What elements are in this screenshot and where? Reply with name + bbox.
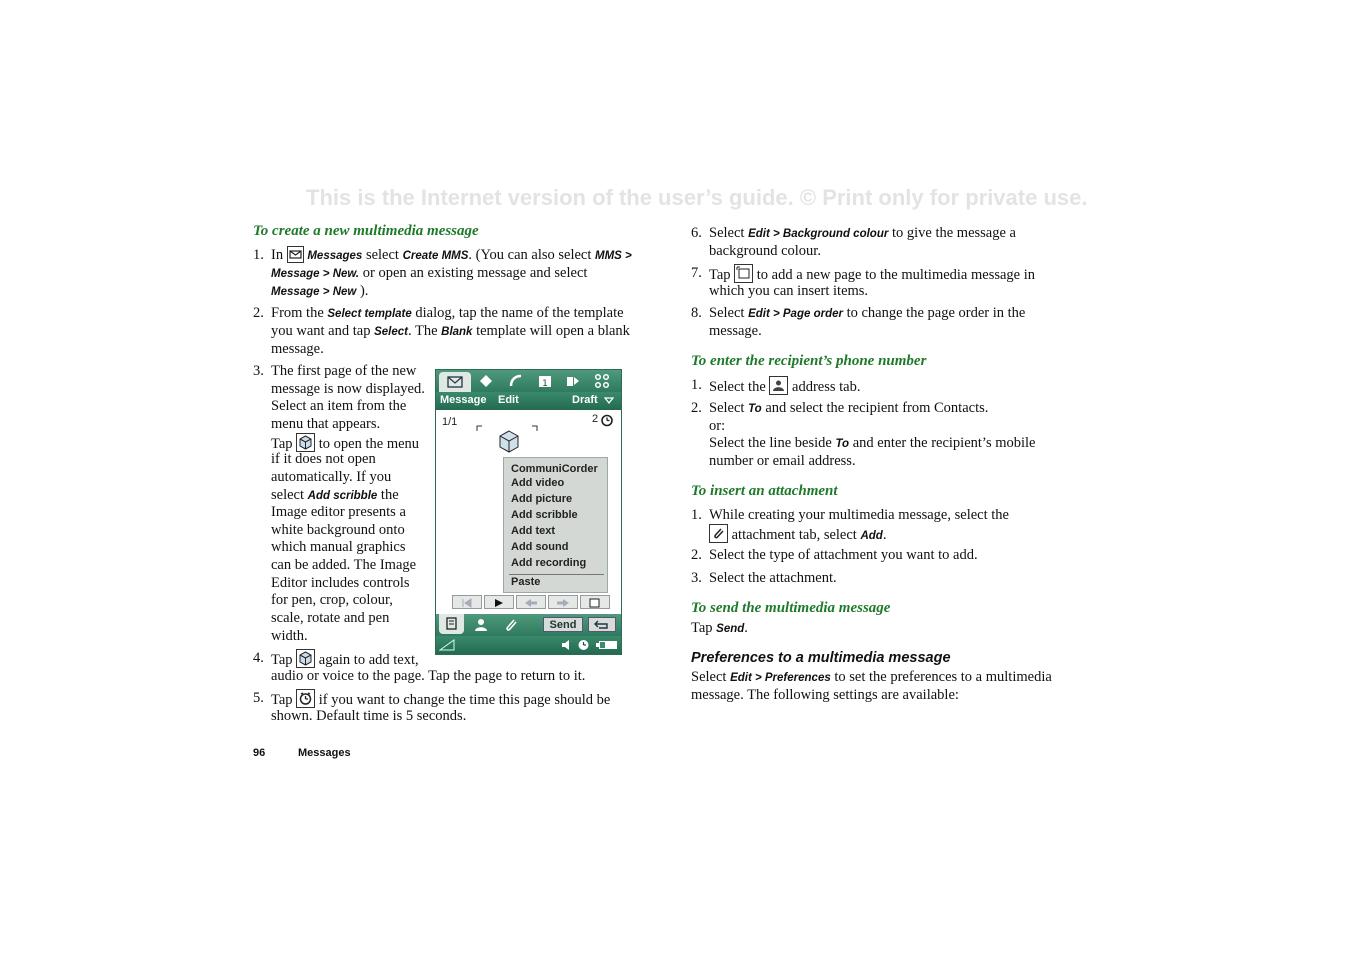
heading-create-mms: To create a new multimedia message	[253, 223, 479, 239]
step3-line: which manual graphics	[271, 539, 406, 555]
step3-line: for pen, crop, colour,	[271, 592, 393, 608]
recipient-step2-line3: Select the line beside To and enter the recipient’s mobile	[709, 435, 1036, 451]
step8-line2: message.	[709, 323, 762, 339]
step7-line1: Tap to add a new page to the multimedia message in	[709, 264, 1035, 284]
battery-icon	[596, 639, 618, 651]
menu-draft[interactable]: Draft	[572, 394, 598, 406]
new-page-button[interactable]	[580, 595, 610, 609]
heading-attachment: To insert an attachment	[691, 483, 838, 499]
page-tab[interactable]	[439, 614, 464, 634]
recipient-step2-line1: Select To and select the recipient from Contacts.	[709, 400, 989, 416]
step1-line2: Message > New. or open an existing message and select	[271, 265, 588, 281]
clock-icon[interactable]	[577, 639, 590, 651]
step-number: 3.	[691, 570, 702, 586]
menu-divider	[509, 574, 604, 575]
step3-line: Editor includes controls	[271, 575, 410, 591]
apps-grid-icon[interactable]	[594, 373, 610, 389]
attachment-tab-icon	[709, 524, 728, 543]
menu-item-add-video[interactable]: Add video	[511, 477, 565, 489]
play-button[interactable]	[484, 595, 514, 609]
menu-item-add-recording[interactable]: Add recording	[511, 557, 587, 569]
section-name: Messages	[298, 747, 351, 759]
step-number: 7.	[691, 265, 702, 281]
add-item-popup-menu	[503, 457, 608, 593]
menu-item-add-sound[interactable]: Add sound	[511, 541, 569, 553]
recipient-step1: Select the address tab.	[709, 376, 860, 396]
step2-line1: From the Select template dialog, tap the name of the template	[271, 305, 624, 321]
step3-line: message is now displayed.	[271, 381, 425, 397]
step3-line: width.	[271, 628, 308, 644]
attachment-step3: Select the attachment.	[709, 570, 837, 586]
menu-message[interactable]: Message	[440, 394, 487, 406]
step7-line2: which you can insert items.	[709, 283, 869, 299]
menu-bar	[436, 392, 621, 410]
attachment-step2: Select the type of attachment you want to add.	[709, 547, 978, 563]
step3-line: select Add scribble the	[271, 487, 399, 503]
send-button[interactable]: Send	[543, 617, 583, 632]
step-number: 1.	[691, 377, 702, 393]
book-icon[interactable]	[478, 373, 494, 389]
attachment-step1-line1: While creating your multimedia message, select the	[709, 507, 1009, 523]
placeholder-frame[interactable]	[476, 425, 540, 461]
next-page-button[interactable]	[548, 595, 578, 609]
menu-edit[interactable]: Edit	[498, 394, 519, 406]
step-number: 8.	[691, 305, 702, 321]
phone-icon[interactable]	[508, 373, 524, 389]
heading-send: To send the multimedia message	[691, 600, 891, 616]
recipient-step2-or: or:	[709, 418, 726, 434]
step3-line: The first page of the new	[271, 363, 417, 379]
back-button[interactable]	[588, 617, 616, 632]
menu-item-communicorder[interactable]: CommuniCorder	[511, 463, 598, 475]
previous-page-button[interactable]	[516, 595, 546, 609]
status-bar	[436, 636, 621, 654]
attachment-tab-icon[interactable]	[502, 616, 520, 634]
timer-icon	[296, 689, 315, 708]
preferences-line2: message. The following settings are available:	[691, 687, 959, 703]
media-icon[interactable]	[565, 373, 581, 389]
step3-line: Select an item from the	[271, 398, 407, 414]
step-number: 2.	[253, 305, 264, 321]
first-page-button[interactable]	[452, 595, 482, 609]
step-number: 1.	[253, 247, 264, 263]
step4-line2: audio or voice to the page. Tap the page to return to it.	[271, 668, 586, 684]
menu-item-add-text[interactable]: Add text	[511, 525, 555, 537]
page-number: 96	[253, 747, 266, 759]
step6-line2: background colour.	[709, 243, 821, 259]
step3-line: white background onto	[271, 522, 405, 538]
svg-text:1: 1	[542, 379, 548, 389]
messages-tab[interactable]	[439, 372, 471, 392]
step-number: 6.	[691, 225, 702, 241]
step4-line1: Tap again to add text,	[271, 649, 419, 669]
step1-line3: Message > New ).	[271, 283, 369, 299]
add-item-icon	[296, 649, 315, 668]
calendar-icon[interactable]	[537, 373, 553, 389]
send-instruction: Tap Send.	[691, 620, 748, 636]
signal-icon	[439, 639, 455, 651]
phone-screenshot	[435, 369, 622, 655]
step5-line2: shown. Default time is 5 seconds.	[271, 708, 467, 724]
menu-item-add-scribble[interactable]: Add scribble	[511, 509, 578, 521]
step3-line: scale, rotate and pen	[271, 610, 390, 626]
menu-item-paste[interactable]: Paste	[511, 576, 541, 588]
step3-line: if it does not open	[271, 451, 376, 467]
step3-line: automatically. If you	[271, 469, 392, 485]
step2-line2: you want and tap Select. The Blank template will open a blank	[271, 323, 630, 339]
new-page-icon	[734, 264, 753, 283]
step1-line1: In Messages select Create MMS. (You can also select MMS >	[271, 247, 632, 263]
step3-line: Image editor presents a	[271, 504, 406, 520]
chevron-down-icon[interactable]	[604, 397, 614, 405]
step6-line1: Select Edit > Background colour to give the message a	[709, 225, 1016, 241]
step3-line: can be added. The Image	[271, 557, 417, 573]
step2-line3: message.	[271, 341, 324, 357]
address-tab-icon[interactable]	[472, 616, 490, 634]
speaker-icon[interactable]	[561, 639, 574, 651]
app-tab-bar	[436, 370, 621, 392]
subheading-preferences: Preferences to a multimedia message	[691, 650, 951, 666]
timer-icon[interactable]	[600, 413, 614, 427]
attachment-step1-line2: attachment tab, select Add.	[709, 524, 886, 545]
step3-line: Tap to open the menu	[271, 433, 419, 453]
step3-line: menu that appears.	[271, 416, 381, 432]
address-tab-icon	[769, 376, 788, 395]
heading-recipient: To enter the recipient’s phone number	[691, 353, 927, 369]
step-number: 4.	[253, 650, 264, 666]
step-number: 2.	[691, 547, 702, 563]
messages-icon	[287, 246, 304, 263]
duration-value: 2	[592, 413, 599, 425]
step-number: 2.	[691, 400, 702, 416]
step5-line1: Tap if you want to change the time this page should be	[271, 689, 610, 709]
recipient-step2-line4: number or email address.	[709, 453, 856, 469]
menu-item-add-picture[interactable]: Add picture	[511, 493, 573, 505]
step-number: 5.	[253, 690, 264, 706]
page-counter: 1/1	[442, 416, 458, 428]
step-number: 3.	[253, 363, 264, 379]
bottom-tab-bar	[436, 614, 621, 636]
step8-line1: Select Edit > Page order to change the page order in the	[709, 305, 1026, 321]
watermark: This is the Internet version of the user’s guide. © Print only for private use.	[306, 185, 1088, 210]
step-number: 1.	[691, 507, 702, 523]
preferences-line1: Select Edit > Preferences to set the preferences to a multimedia	[691, 669, 1052, 685]
